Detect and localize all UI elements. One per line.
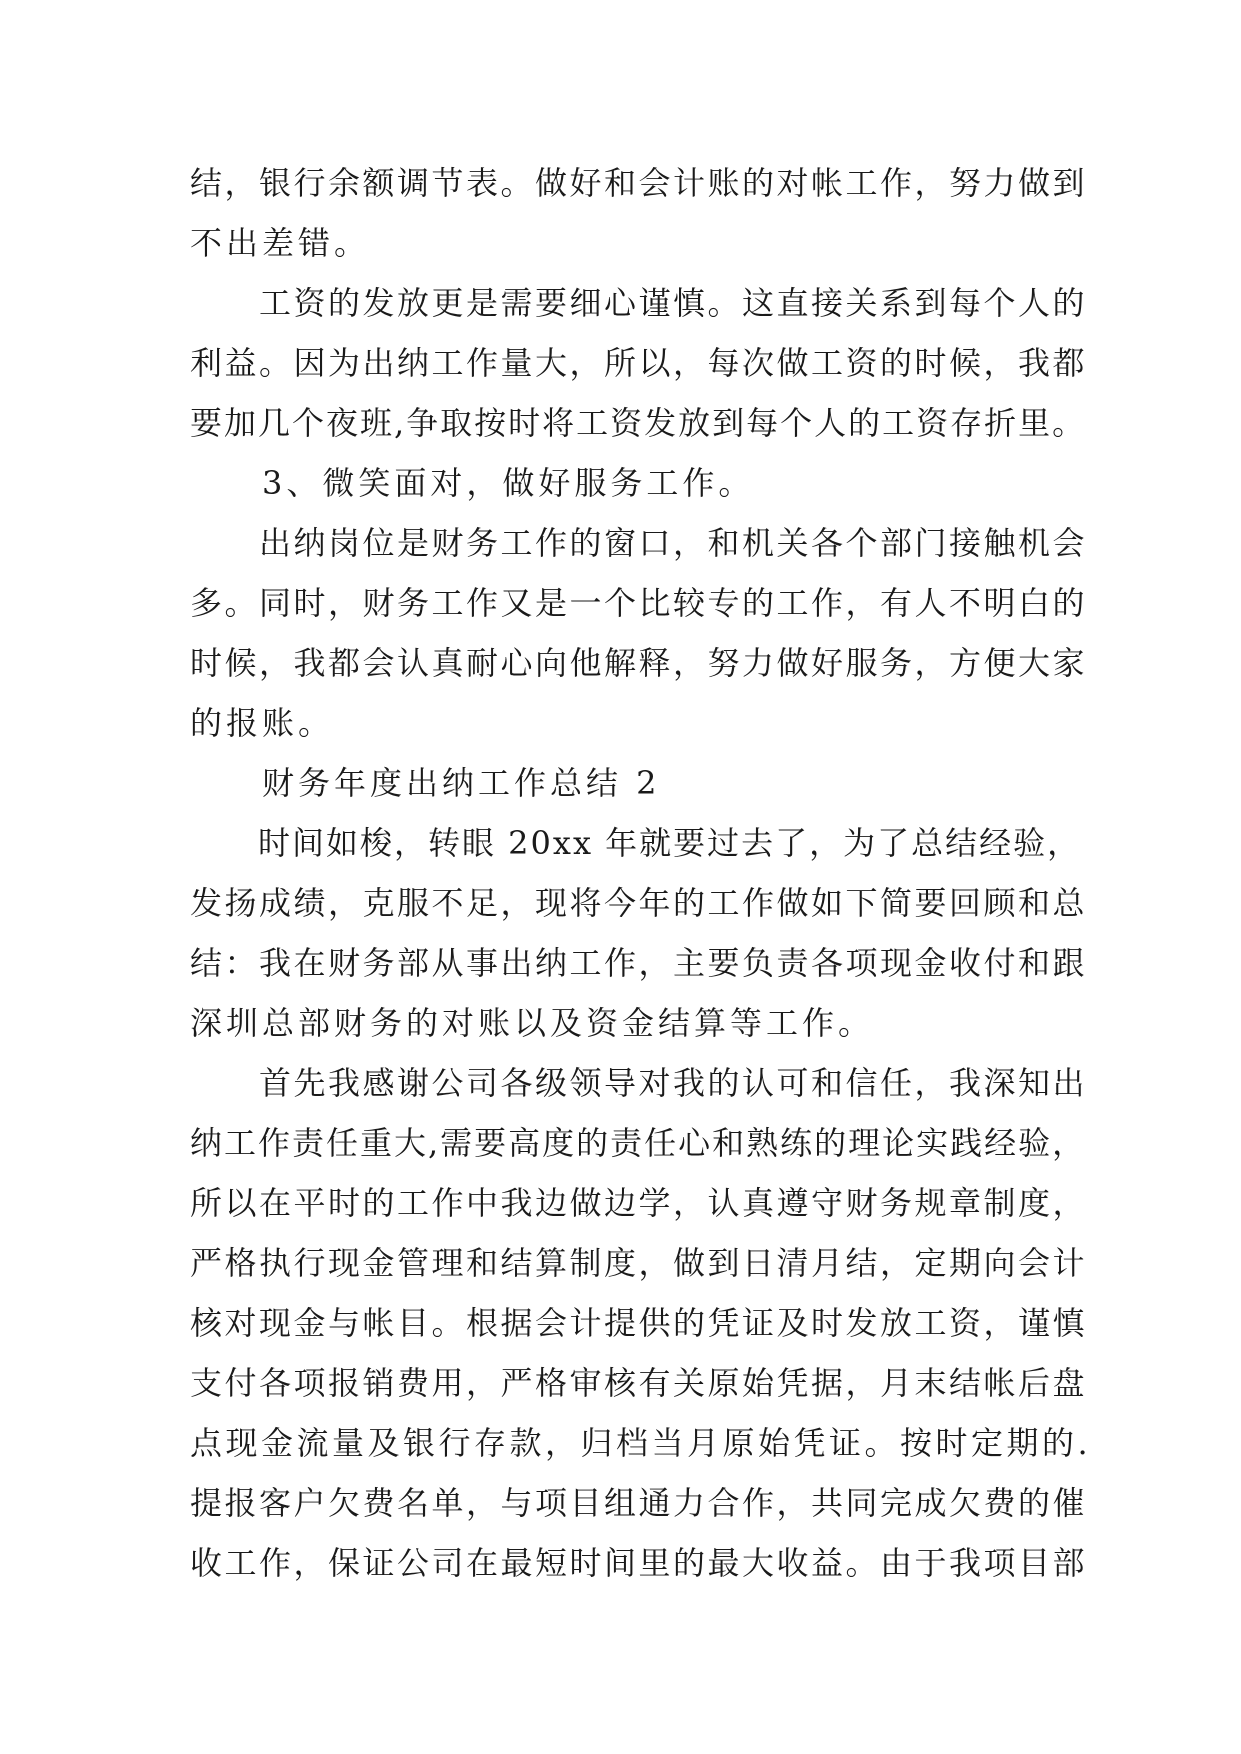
text-line: 深圳总部财务的对账以及资金结算等工作。 <box>190 1004 875 1042</box>
text-line: 工资的发放更是需要细心谨慎。这直接关系到每个人的 <box>190 284 1088 322</box>
text-line: 核对现金与帐目。根据会计提供的凭证及时发放工资，谨慎 <box>190 1304 1088 1342</box>
text-line: 利益。因为出纳工作量大，所以，每次做工资的时候，我都 <box>190 344 1088 382</box>
text-line: 提报客户欠费名单，与项目组通力合作，共同完成欠费的催 <box>190 1484 1088 1522</box>
text-line: 时候，我都会认真耐心向他解释，努力做好服务，方便大家 <box>190 644 1088 682</box>
text-line: 要加几个夜班,争取按时将工资发放到每个人的工资存折里。 <box>190 404 1087 442</box>
text-line: 发扬成绩，克服不足，现将今年的工作做如下简要回顾和总 <box>190 884 1088 922</box>
text-line: 多。同时，财务工作又是一个比较专的工作，有人不明白的 <box>190 584 1088 622</box>
text-line: 纳工作责任重大,需要高度的责任心和熟练的理论实践经验， <box>190 1124 1087 1162</box>
text-line: 严格执行现金管理和结算制度，做到日清月结，定期向会计 <box>190 1244 1088 1282</box>
text-line: 不出差错。 <box>190 224 371 262</box>
text-line: 结，银行余额调节表。做好和会计账的对帐工作，努力做到 <box>190 164 1088 202</box>
text-line: 所以在平时的工作中我边做边学，认真遵守财务规章制度， <box>190 1184 1088 1222</box>
text-line: 出纳岗位是财务工作的窗口，和机关各个部门接触机会 <box>190 524 1088 562</box>
text-line: 支付各项报销费用，严格审核有关原始凭据，月末结帐后盘 <box>190 1364 1088 1402</box>
article-title: 财务年度出纳工作总结 2 <box>190 764 661 802</box>
text-line: 首先我感谢公司各级领导对我的认可和信任，我深知出 <box>190 1064 1088 1102</box>
text-line: 收工作，保证公司在最短时间里的最大收益。由于我项目部 <box>190 1544 1088 1582</box>
text-line: 结：我在财务部从事出纳工作，主要负责各项现金收付和跟 <box>190 944 1088 982</box>
text-line: 时间如梭，转眼 20xx 年就要过去了，为了总结经验， <box>190 824 1082 862</box>
section-heading: 3、微笑面对，做好服务工作。 <box>190 464 755 502</box>
text-line: 的报账。 <box>190 704 335 742</box>
text-line: 点现金流量及银行存款，归档当月原始凭证。按时定期的. <box>190 1424 1092 1462</box>
